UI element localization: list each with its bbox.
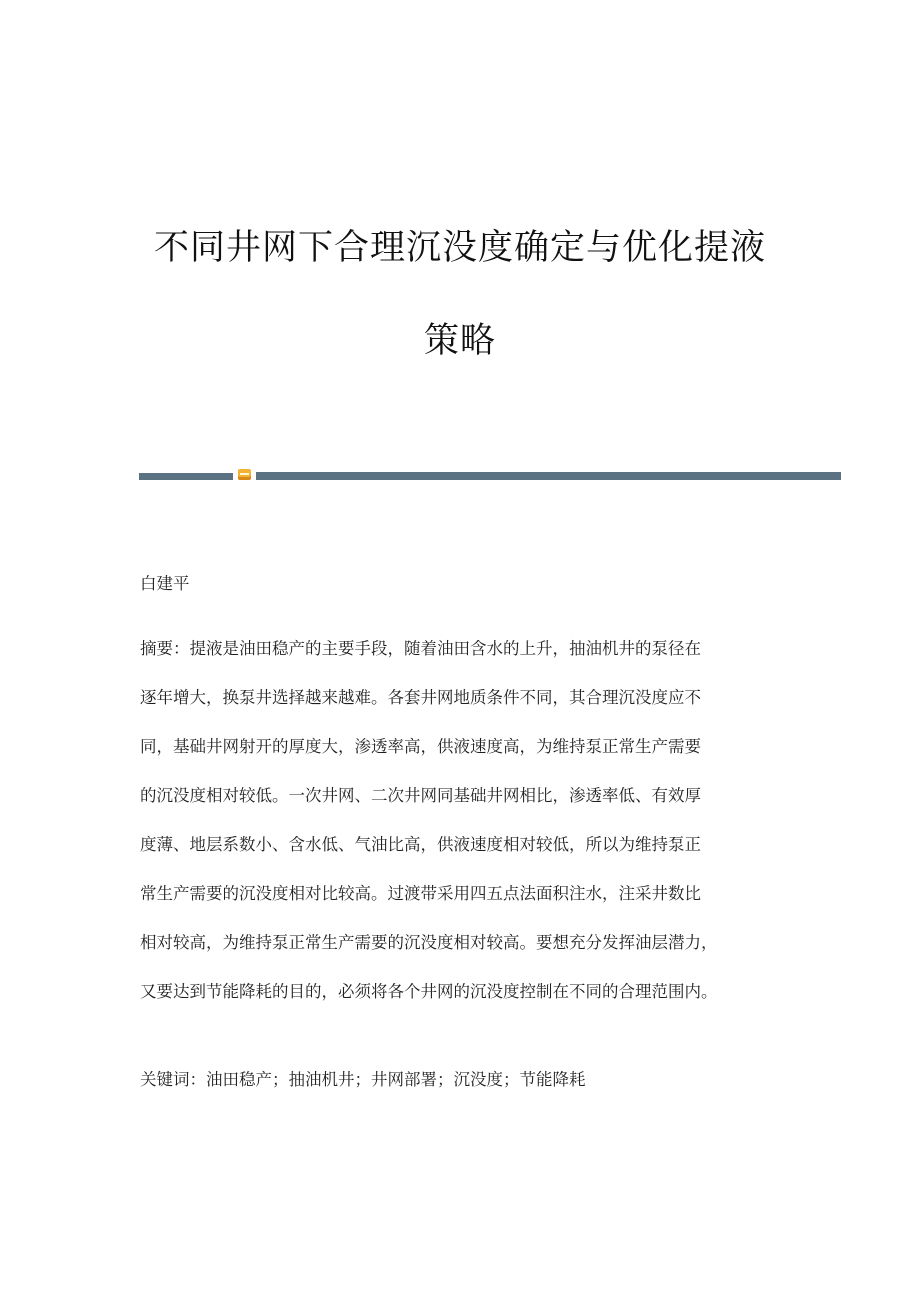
abstract-line: 的沉没度相对较低。一次井网、二次井网同基础井网相比，渗透率低、有效厚	[140, 786, 701, 805]
abstract-line: 相对较高，为维持泵正常生产需要的沉没度相对较高。要想充分发挥油层潜力，	[140, 933, 718, 952]
document-title-line-2: 策略	[423, 321, 496, 361]
abstract-line: 同，基础井网射开的厚度大，渗透率高，供液速度高，为维持泵正常生产需要	[140, 737, 701, 756]
author: 白建平	[140, 574, 190, 593]
title-divider	[139, 468, 841, 482]
divider-bar-right	[256, 472, 841, 480]
keywords: 关键词：油田稳产；抽油机井；井网部署；沉没度；节能降耗	[140, 1070, 586, 1089]
abstract	[140, 624, 800, 1016]
abstract-line: 摘要：提液是油田稳产的主要手段，随着油田含水的上升，抽油机井的泵径在	[140, 639, 701, 658]
abstract-line: 逐年增大，换泵井选择越来越难。各套井网地质条件不同，其合理沉没度应不	[140, 688, 701, 707]
divider-bar-left	[139, 473, 233, 480]
divider-ornament-icon	[238, 469, 251, 480]
abstract-line: 度薄、地层系数小、含水低、气油比高，供液速度相对较低，所以为维持泵正	[140, 835, 701, 854]
document-title-line-1: 不同井网下合理沉没度确定与优化提液	[153, 228, 766, 268]
abstract-line: 常生产需要的沉没度相对比较高。过渡带采用四五点法面积注水，注采井数比	[140, 884, 701, 903]
abstract-line: 又要达到节能降耗的目的，必须将各个井网的沉没度控制在不同的合理范围内。	[140, 982, 718, 1001]
